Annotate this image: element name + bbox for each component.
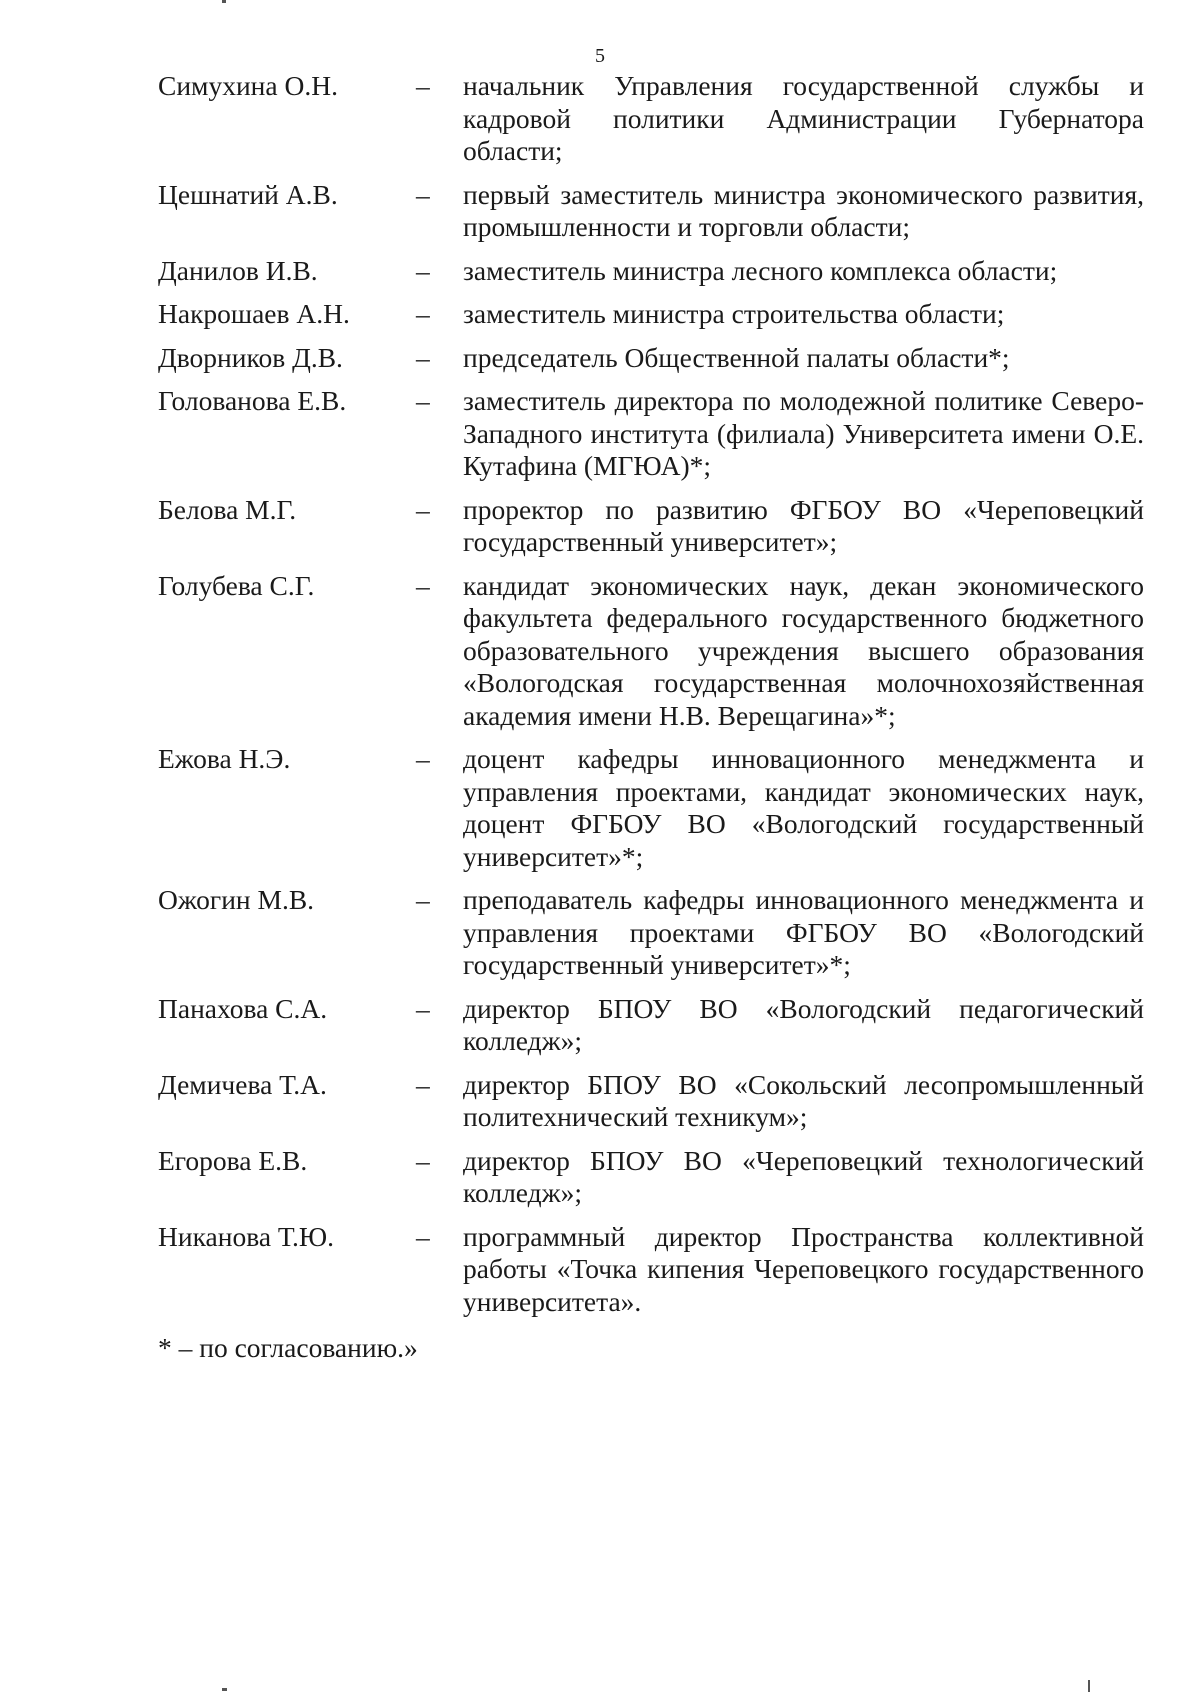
member-role: директор БПОУ ВО «Вологодский педагогический колледж»; bbox=[463, 992, 1144, 1056]
member-row bbox=[158, 1221, 1144, 1319]
member-row bbox=[158, 179, 1144, 244]
member-role: заместитель министра строительства области; bbox=[463, 298, 1005, 329]
member-name: Егорова Е.В. bbox=[158, 1144, 308, 1176]
member-name: Дворников Д.В. bbox=[158, 341, 343, 373]
member-name: Демичева Т.А. bbox=[158, 1068, 327, 1100]
member-row bbox=[158, 385, 1144, 483]
member-dash: – bbox=[416, 493, 430, 525]
member-role: первый заместитель министра экономического развития, промышленности и торговли области; bbox=[463, 178, 1144, 242]
member-dash: – bbox=[416, 254, 430, 286]
member-role: преподаватель кафедры инновационного менеджмента и управления проектами ФГБОУ ВО «Вологодский государственный университет»*; bbox=[463, 884, 1144, 980]
member-role: заместитель министра лесного комплекса области; bbox=[463, 254, 1058, 286]
member-name: Цешнатий А.В. bbox=[158, 178, 338, 210]
member-name: Ожогин М.В. bbox=[158, 884, 315, 915]
member-dash: – bbox=[416, 70, 430, 101]
member-role: начальник Управления государственной службы и кадровой политики Администрации Губернатора области; bbox=[463, 70, 1144, 166]
member-dash: – bbox=[416, 992, 430, 1024]
member-row bbox=[158, 1145, 1144, 1210]
member-name: Никанова Т.Ю. bbox=[158, 1220, 334, 1252]
member-role: доцент кафедры инновационного менеджмента и управления проектами, кандидат экономических наук, доцент ФГБОУ ВО «Вологодский государственный университет»*; bbox=[463, 743, 1144, 872]
member-row bbox=[158, 1069, 1144, 1134]
member-name: Голубева С.Г. bbox=[158, 569, 315, 601]
member-name: Ежова Н.Э. bbox=[158, 743, 291, 774]
member-row bbox=[158, 743, 1144, 873]
member-name: Голованова Е.В. bbox=[158, 385, 347, 416]
member-role: программный директор Пространства коллективной работы «Точка кипения Череповецкого государственного университета». bbox=[463, 1220, 1144, 1317]
member-role: заместитель директора по молодежной политике Северо-Западного института (филиала) Университета имени О.Е. Кутафина (МГЮА)*; bbox=[463, 385, 1144, 481]
page-number: 5 bbox=[595, 45, 605, 67]
members-list bbox=[158, 70, 1144, 1365]
member-name: Панахова С.А. bbox=[158, 992, 328, 1024]
member-role: директор БПОУ ВО «Череповецкий технологический колледж»; bbox=[463, 1144, 1144, 1208]
member-role: кандидат экономических наук, декан экономического факультета федерального государственного бюджетного образовательного учреждения высшего образования «Вологодская государственная молочнохозяйственная академия имени Н.В. Верещагина»*; bbox=[463, 569, 1144, 731]
scan-mark-bottom-right bbox=[1088, 1680, 1090, 1692]
member-row bbox=[158, 570, 1144, 733]
member-dash: – bbox=[416, 341, 430, 373]
member-dash: – bbox=[416, 385, 430, 416]
member-name: Данилов И.В. bbox=[158, 254, 318, 286]
member-name: Белова М.Г. bbox=[158, 493, 297, 525]
footnote: * – по согласованию.» bbox=[158, 1332, 418, 1363]
member-dash: – bbox=[416, 178, 430, 210]
member-dash: – bbox=[416, 1220, 430, 1252]
member-name: Симухина О.Н. bbox=[158, 70, 338, 101]
member-role: директор БПОУ ВО «Сокольский лесопромышленный политехнический техникум»; bbox=[463, 1068, 1144, 1132]
member-dash: – bbox=[416, 1068, 430, 1100]
member-row bbox=[158, 255, 1144, 288]
member-dash: – bbox=[416, 569, 430, 601]
member-row bbox=[158, 494, 1144, 559]
member-dash: – bbox=[416, 298, 430, 329]
member-dash: – bbox=[416, 1144, 430, 1176]
member-row bbox=[158, 884, 1144, 982]
scan-mark-top bbox=[222, 0, 226, 3]
member-dash: – bbox=[416, 884, 430, 915]
member-row bbox=[158, 342, 1144, 375]
member-dash: – bbox=[416, 743, 430, 774]
scan-mark-bottom-left bbox=[222, 1688, 227, 1691]
member-role: проректор по развитию ФГБОУ ВО «Череповецкий государственный университет»; bbox=[463, 493, 1144, 557]
member-row bbox=[158, 993, 1144, 1058]
member-name: Накрошаев А.Н. bbox=[158, 298, 350, 329]
member-row bbox=[158, 70, 1144, 168]
member-role: председатель Общественной палаты области*; bbox=[463, 341, 1010, 373]
member-row bbox=[158, 298, 1144, 331]
